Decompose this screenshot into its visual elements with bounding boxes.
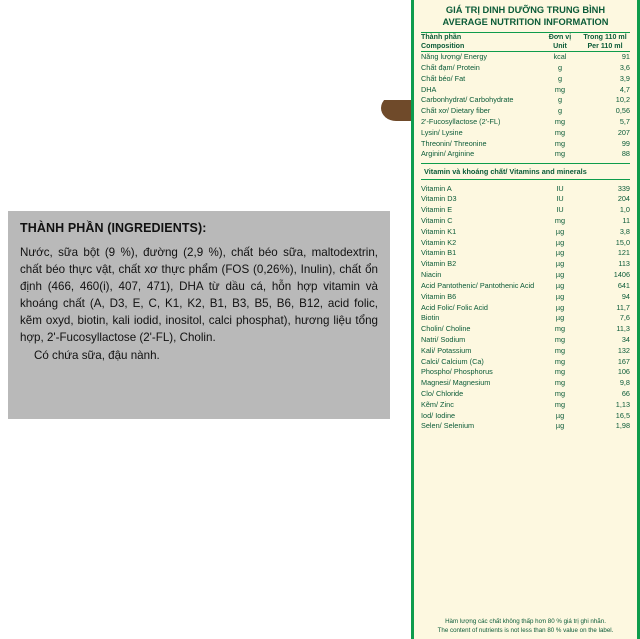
table-row <box>421 237 630 248</box>
table-row <box>421 270 630 281</box>
row-label: Selen/ Selenium <box>421 421 475 431</box>
row-label: Lysin/ Lysine <box>421 127 463 137</box>
table-row <box>421 215 630 226</box>
nutrition-footnote-en: The content of nutrients is not less than 80 % value on the label. <box>437 626 614 634</box>
row-label: Chất béo/ Fat <box>421 73 466 83</box>
row-value: 10,2 <box>615 95 630 105</box>
row-unit: mg <box>554 324 566 334</box>
row-label: Vitamin K2 <box>421 237 457 247</box>
row-unit: µg <box>555 248 565 258</box>
row-value: 132 <box>617 345 630 355</box>
row-value: 4,7 <box>619 84 630 94</box>
table-row <box>421 334 630 345</box>
column-header-unit-en: Unit <box>553 41 567 50</box>
row-label: 2'-Fucosyllactose (2'-FL) <box>421 116 501 126</box>
row-label: Clo/ Chloride <box>421 389 464 399</box>
column-header-composition-vi: Thành phần <box>421 33 462 42</box>
table-row <box>421 302 630 313</box>
row-label: Kẽm/ Zinc <box>421 399 454 409</box>
row-value: 94 <box>621 291 630 301</box>
row-value: 1,98 <box>615 421 630 431</box>
table-row <box>421 410 630 421</box>
table-row <box>421 356 630 367</box>
row-label: Natri/ Sodium <box>421 334 466 344</box>
row-value: 66 <box>621 389 630 399</box>
table-row <box>421 116 630 127</box>
ingredients-title: THÀNH PHẦN (INGREDIENTS): <box>20 221 207 235</box>
column-header-composition-en: Composition <box>421 41 465 50</box>
table-row <box>421 183 630 194</box>
row-value: 11,7 <box>616 302 630 312</box>
row-value: 121 <box>617 248 630 258</box>
row-unit: g <box>557 62 563 72</box>
row-value: 1,13 <box>615 399 630 409</box>
table-row <box>421 138 630 149</box>
table-row <box>421 345 630 356</box>
row-value: 0,56 <box>615 106 630 116</box>
nutrition-footnote <box>421 618 630 635</box>
row-label: Biotin <box>421 313 440 323</box>
column-header-value <box>580 33 630 51</box>
table-row <box>421 399 630 410</box>
row-label: Magnesi/ Magnesium <box>421 378 491 388</box>
row-label: Arginin/ Arginine <box>421 149 475 159</box>
table-row <box>421 106 630 117</box>
table-row <box>421 149 630 160</box>
nutrition-panel <box>411 0 640 639</box>
row-unit: mg <box>554 389 566 399</box>
row-label: Iod/ Iodine <box>421 410 456 420</box>
table-row <box>421 259 630 270</box>
row-label: Threonin/ Threonine <box>421 138 487 148</box>
row-unit: mg <box>554 378 566 388</box>
table-row <box>421 226 630 237</box>
row-unit: mg <box>554 127 566 137</box>
row-label: Năng lượng/ Energy <box>421 52 488 62</box>
table-row <box>421 51 630 62</box>
row-unit: mg <box>554 334 566 344</box>
column-header-unit <box>540 33 580 51</box>
table-row <box>421 73 630 84</box>
row-label: Vitamin D3 <box>421 194 457 204</box>
section-header-label: Vitamin và khoáng chất/ Vitamins and minerals <box>421 163 630 179</box>
ingredients-allergen-note: Có chứa sữa, đậu nành. <box>34 349 160 363</box>
row-value: 9,8 <box>619 378 630 388</box>
row-label: Vitamin B2 <box>421 259 457 269</box>
row-value: 3,8 <box>619 226 630 236</box>
row-value: 641 <box>617 280 630 290</box>
row-unit: µg <box>555 237 565 247</box>
row-value: 3,9 <box>619 73 630 83</box>
column-header-value-en: Per 110 ml <box>587 41 623 50</box>
row-unit: µg <box>555 313 565 323</box>
table-row <box>421 127 630 138</box>
row-label: Kali/ Potassium <box>421 345 472 355</box>
row-unit: mg <box>554 84 566 94</box>
row-unit: µg <box>555 270 565 280</box>
table-row <box>421 421 630 432</box>
column-header-composition <box>421 33 540 51</box>
row-label: Vitamin B1 <box>421 248 457 258</box>
ingredients-text: Nước, sữa bột (9 %), đường (2,9 %), chất béo sữa, maltodextrin, chất béo thực vật, chất xơ thực phẩm (FOS (0,26%), Inulin), chất ổn định (466, 460(i), 407, 471), DHA từ dầu cá, hỗn hợp vitamin và khoáng chất (A, D3, E, C, K1, K2, B1, B3, B5, B6, B12, acid folic, kẽm oxyd, biotin, kali iodid, inositol, calci phosphat), hương liệu tổng hợp, 2'-Fucosyllactose (2'-FL), Cholin. <box>20 246 378 345</box>
row-label: Vitamin E <box>421 205 453 215</box>
row-label: Vitamin A <box>421 183 452 193</box>
row-label: Niacin <box>421 270 442 280</box>
row-unit: g <box>557 95 563 105</box>
table-row <box>421 291 630 302</box>
row-unit: kcal <box>553 52 567 62</box>
table-row <box>421 95 630 106</box>
row-value: 167 <box>617 356 630 366</box>
table-row <box>421 367 630 378</box>
nutrition-title-vi: GIÁ TRỊ DINH DƯỠNG TRUNG BÌNH <box>445 5 606 15</box>
row-unit: mg <box>554 216 566 226</box>
row-unit: g <box>557 106 563 116</box>
row-unit: µg <box>555 421 565 431</box>
nutrition-title-en: AVERAGE NUTRITION INFORMATION <box>442 16 609 27</box>
nutrition-table <box>421 32 630 431</box>
column-header-value-vi: Trong 110 ml <box>583 33 627 42</box>
row-value: 204 <box>617 194 630 204</box>
row-unit: IU <box>556 194 564 204</box>
row-value: 1406 <box>613 270 630 280</box>
row-label: Acid Folic/ Folic Acid <box>421 302 488 312</box>
table-row <box>421 248 630 259</box>
row-unit: IU <box>556 205 564 215</box>
table-row <box>421 84 630 95</box>
row-label: Calci/ Calcium (Ca) <box>421 356 484 366</box>
row-label: Chất xơ/ Dietary fiber <box>421 106 491 116</box>
row-unit: IU <box>556 183 564 193</box>
row-value: 16,5 <box>615 410 630 420</box>
nutrition-rows-minerals <box>421 183 630 432</box>
table-row <box>421 194 630 205</box>
decorative-shape-cover <box>372 60 412 100</box>
nutrition-title <box>421 0 630 32</box>
row-unit: µg <box>555 259 565 269</box>
nutrition-table-header <box>421 33 630 51</box>
row-unit: µg <box>555 410 565 420</box>
row-value: 339 <box>617 183 630 193</box>
row-value: 3,6 <box>619 62 630 72</box>
row-unit: mg <box>554 356 566 366</box>
row-value: 11 <box>622 216 630 226</box>
row-unit: mg <box>554 138 566 148</box>
row-unit: µg <box>555 226 565 236</box>
row-label: DHA <box>421 84 437 94</box>
nutrition-rows-main <box>421 51 630 183</box>
row-unit: µg <box>555 302 565 312</box>
row-unit: mg <box>554 116 566 126</box>
table-row <box>421 205 630 216</box>
row-value: 113 <box>618 259 630 269</box>
row-value: 91 <box>621 52 630 62</box>
column-header-unit-vi: Đơn vị <box>548 33 572 42</box>
table-row <box>421 313 630 324</box>
row-value: 11,3 <box>616 324 630 334</box>
table-row <box>421 324 630 335</box>
row-label: Carbonhydrat/ Carbohydrate <box>421 95 514 105</box>
row-label: Vitamin B6 <box>421 291 457 301</box>
row-value: 88 <box>621 149 630 159</box>
nutrition-footnote-vi: Hàm lượng các chất không thấp hơn 80 % giá trị ghi nhãn. <box>445 618 606 626</box>
row-unit: mg <box>554 345 566 355</box>
table-row <box>421 280 630 291</box>
table-row <box>421 388 630 399</box>
row-unit: mg <box>554 399 566 409</box>
row-label: Chất đạm/ Protein <box>421 62 480 72</box>
row-label: Phospho/ Phosphorus <box>421 367 493 377</box>
row-value: 5,7 <box>619 116 630 126</box>
row-value: 1,0 <box>619 205 630 215</box>
row-label: Cholin/ Choline <box>421 324 471 334</box>
ingredients-panel <box>8 211 390 419</box>
row-value: 207 <box>617 127 630 137</box>
row-unit: mg <box>554 367 566 377</box>
row-value: 34 <box>621 334 630 344</box>
row-label: Vitamin K1 <box>421 226 457 236</box>
row-unit: mg <box>554 149 566 159</box>
row-unit: g <box>557 73 563 83</box>
row-unit: µg <box>555 280 565 290</box>
row-value: 7,6 <box>619 313 630 323</box>
row-value: 15,0 <box>615 237 630 247</box>
table-row <box>421 62 630 73</box>
section-header-vitamins-minerals <box>421 163 630 179</box>
row-label: Acid Pantothenic/ Pantothenic Acid <box>421 280 535 290</box>
row-value: 106 <box>617 367 630 377</box>
table-row <box>421 378 630 389</box>
row-value: 99 <box>621 138 630 148</box>
row-unit: µg <box>555 291 565 301</box>
row-label: Vitamin C <box>421 216 453 226</box>
